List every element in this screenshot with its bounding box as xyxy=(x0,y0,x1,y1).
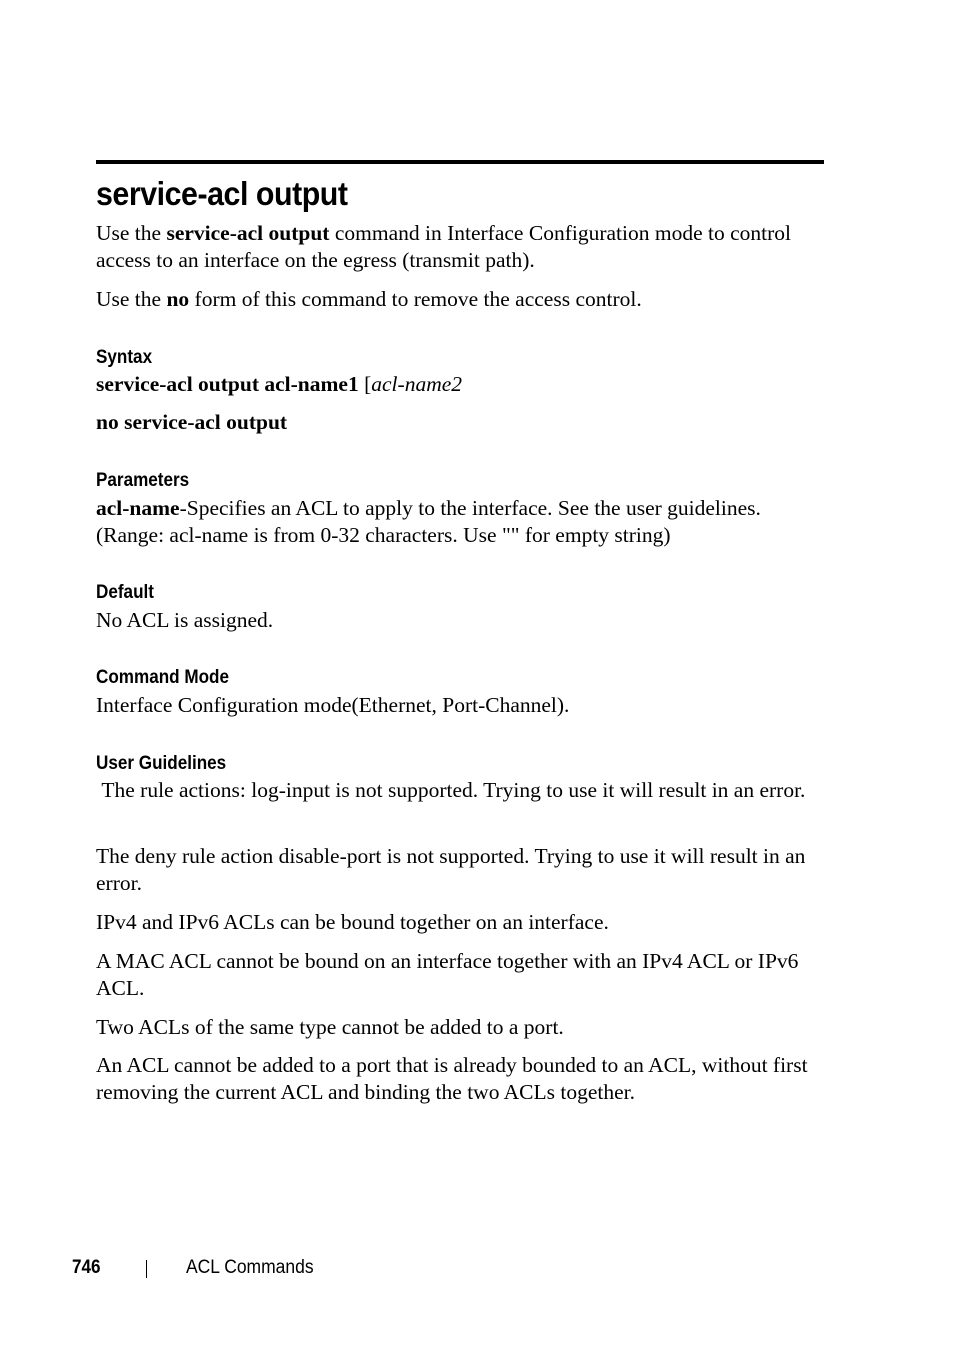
default-text: No ACL is assigned. xyxy=(96,608,274,632)
param-description: -Specifies an ACL to apply to the interface. See the user guidelines. (Range: acl-name is from 0-32 characters. Use "" for empty string) xyxy=(96,496,761,547)
guideline-paragraph: The deny rule action disable-port is not supported. Trying to use it will result in an error. xyxy=(96,844,806,895)
syntax-bracket: [ xyxy=(358,372,372,396)
param-name: acl-name xyxy=(96,496,180,520)
parameters-text xyxy=(96,495,826,549)
intro-paragraph-1 xyxy=(96,220,826,274)
intro-p2-post: form of this command to remove the access control. xyxy=(189,287,642,311)
syntax-line-1 xyxy=(96,371,826,398)
guideline-paragraph: An ACL cannot be added to a port that is already bounded to an ACL, without first removing the current ACL and binding the two ACLs together. xyxy=(96,1053,808,1104)
user-guidelines-heading: User Guidelines xyxy=(96,753,227,774)
intro-p1-pre: Use the xyxy=(96,221,167,245)
intro-p2-no: no xyxy=(166,287,190,311)
syntax-heading: Syntax xyxy=(96,347,153,368)
guideline-paragraph: Two ACLs of the same type cannot be added to a port. xyxy=(96,1015,564,1039)
parameters-heading: Parameters xyxy=(96,470,190,491)
default-heading: Default xyxy=(96,582,154,603)
intro-p2-pre: Use the xyxy=(96,287,167,311)
command-mode-text: Interface Configuration mode(Ethernet, Port-Channel). xyxy=(96,693,570,717)
syntax-command: service-acl output acl-name1 xyxy=(96,372,359,396)
command-mode-heading: Command Mode xyxy=(96,667,230,688)
guideline-paragraph: The rule actions: log-input is not supported. Trying to use it will result in an error. xyxy=(96,778,806,802)
intro-p1-post: command in Interface Configuration mode to control access to an interface on the egress (transmit path). xyxy=(96,221,791,272)
footer-separator xyxy=(146,1260,147,1278)
page-number: 746 xyxy=(72,1257,101,1278)
syntax-line-2: no service-acl output xyxy=(96,410,288,434)
page-title: service-acl output xyxy=(96,175,348,212)
guideline-paragraph: IPv4 and IPv6 ACLs can be bound together on an interface. xyxy=(96,910,609,934)
intro-p1-command: service-acl output xyxy=(166,221,330,245)
chapter-title: ACL Commands xyxy=(186,1257,314,1278)
guideline-paragraph: A MAC ACL cannot be bound on an interface together with an IPv4 ACL or IPv6 ACL. xyxy=(96,949,799,1000)
intro-paragraph-2 xyxy=(96,286,826,313)
syntax-optional-arg: acl-name2 xyxy=(371,372,463,396)
title-rule xyxy=(96,160,824,164)
